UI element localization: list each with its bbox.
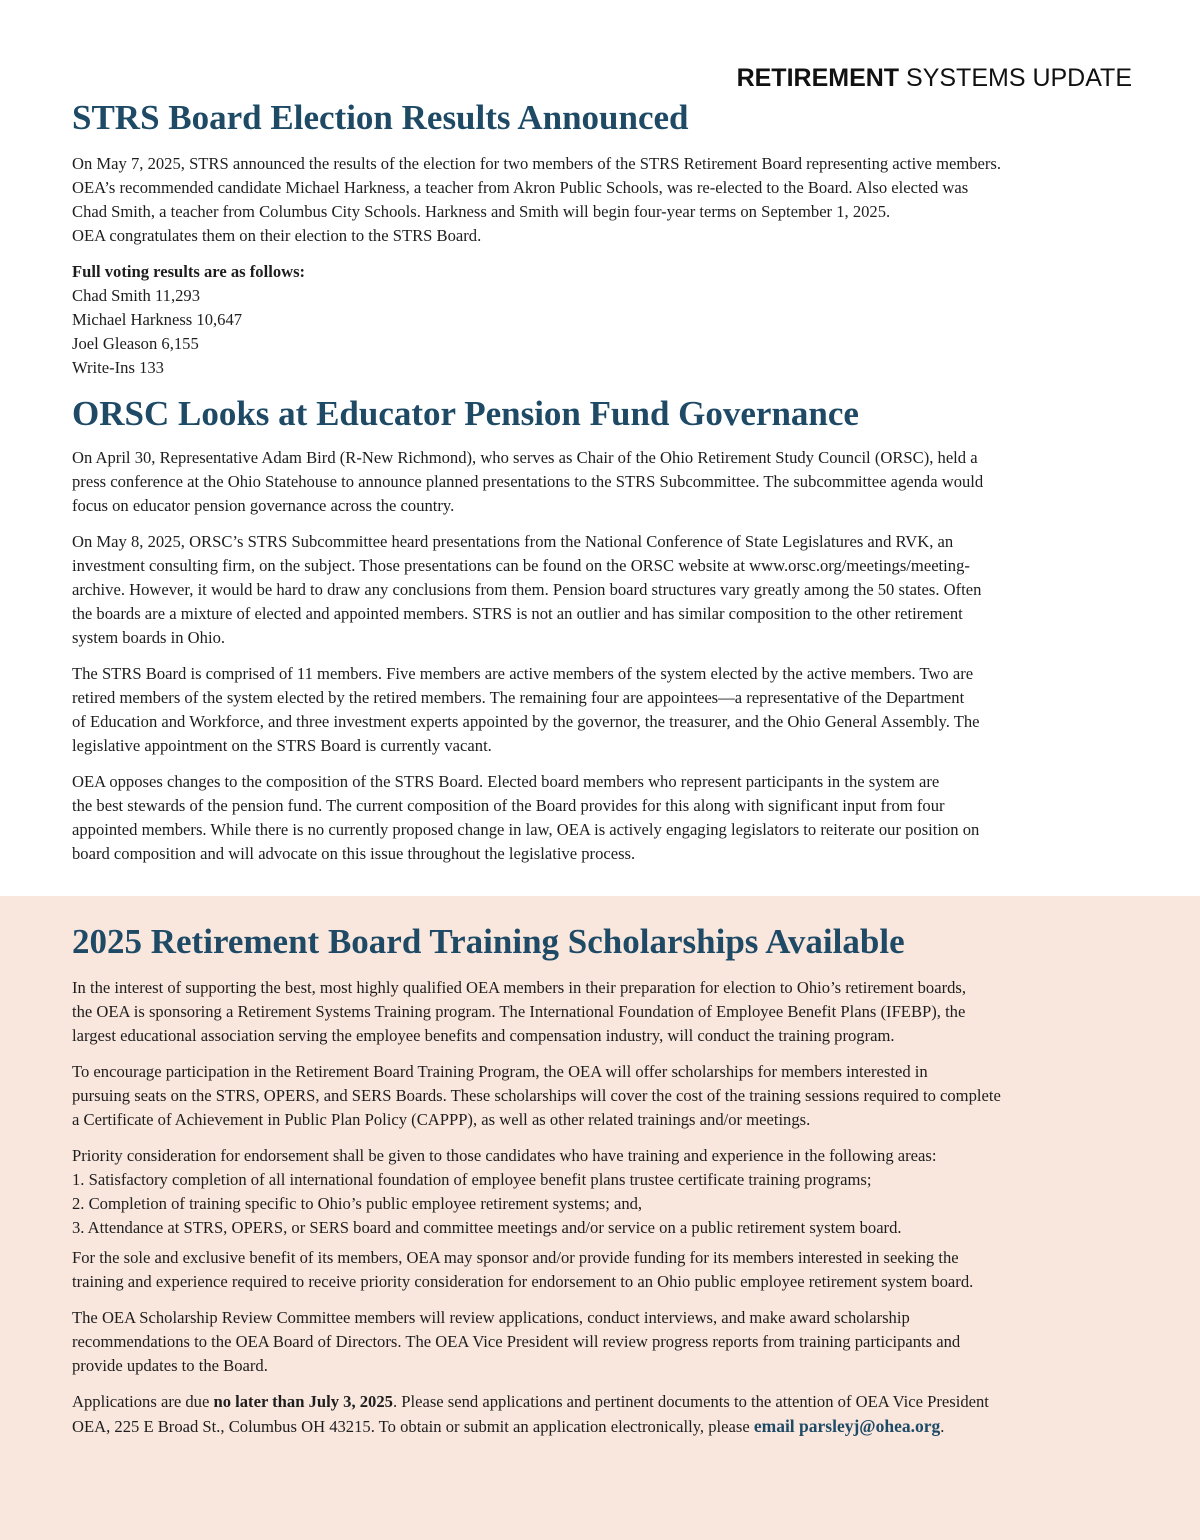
applications-line-2 [72,1414,1132,1439]
text-line: On May 7, 2025, STRS announced the results of the election for two members of the STRS Retirement Board representing active members. [72,154,1002,173]
text-line: The STRS Board is comprised of 11 members. Five members are active members of the system elected by the active members. Two are [72,664,974,683]
priority-intro: Priority consideration for endorsement shall be given to those candidates who have training and experience in the following areas: [72,1146,937,1165]
applications-end: . [940,1417,945,1436]
result-item: Michael Harkness 10,647 [72,310,243,329]
section3-paragraph [72,1060,1132,1132]
text-line: legislative appointment on the STRS Board is currently vacant. [72,736,492,755]
text-line: of Education and Workforce, and three investment experts appointed by the governor, the treasurer, and the Ohio General Assembly. The [72,712,980,731]
section3-title: 2025 Retirement Board Training Scholarships Available [72,922,905,961]
applications-post: . Please send applications and pertinent documents to the attention of OEA Vice President [392,1392,989,1411]
scholarship-section [72,920,1132,1451]
email-link[interactable]: email parsleyj@ohea.org [753,1416,941,1436]
text-line: archive. However, it would be hard to draw any conclusions from them. Pension board structures vary greatly among the 50 states. Often [72,580,982,599]
text-line: the boards are a mixture of elected and appointed members. STRS is not an outlier and has similar composition to the other retirement [72,604,963,623]
text-line: pursuing seats on the STRS, OPERS, and SERS Boards. These scholarships will cover the cost of the training sessions required to complete [72,1086,1001,1105]
upper-content [72,96,1132,878]
applications-pre: Applications are due [72,1392,214,1411]
section2-paragraph [72,446,1132,518]
header-bold: RETIREMENT [736,64,900,92]
applications-deadline: no later than July 3, 2025 [213,1392,393,1411]
results-label: Full voting results are as follows: [72,262,306,281]
priority-item: 3. Attendance at STRS, OPERS, or SERS board and committee meetings and/or service on a public retirement system board. [72,1218,902,1237]
text-line: OEA opposes changes to the composition of the STRS Board. Elected board members who represent participants in the system are [72,772,940,791]
text-line: For the sole and exclusive benefit of its members, OEA may sponsor and/or provide funding for its members interested in seeking the [72,1248,959,1267]
text-line: focus on educator pension governance across the country. [72,496,455,515]
text-line: On April 30, Representative Adam Bird (R-New Richmond), who serves as Chair of the Ohio Retirement Study Council (ORSC), held a [72,448,978,467]
section2-paragraph [72,662,1132,758]
section1-title: STRS Board Election Results Announced [72,98,689,137]
text-line: training and experience required to receive priority consideration for endorsement to an Ohio public employee retirement system board. [72,1272,974,1291]
text-line: a Certificate of Achievement in Public Plan Policy (CAPPP), as well as other related trainings and/or meetings. [72,1110,811,1129]
priority-item: 2. Completion of training specific to Ohio’s public employee retirement systems; and, [72,1194,643,1213]
result-item: Chad Smith 11,293 [72,286,200,305]
result-item: Write-Ins 133 [72,358,164,377]
text-line: investment consulting firm, on the subject. Those presentations can be found on the ORSC website at www.orsc.org/meetings/meeting- [72,556,970,575]
text-line: In the interest of supporting the best, most highly qualified OEA members in their preparation for election to Ohio’s retirement boards, [72,978,967,997]
text-line: Chad Smith, a teacher from Columbus City Schools. Harkness and Smith will begin four-year terms on September 1, 2025. [72,202,891,221]
text-line: the OEA is sponsoring a Retirement Systems Training program. The International Foundation of Employee Benefit Plans (IFEBP), the [72,1002,966,1021]
priority-item: 1. Satisfactory completion of all international foundation of employee benefit plans trustee certificate training programs; [72,1170,872,1189]
text-line: largest educational association serving the employee benefits and compensation industry, will conduct the training program. [72,1026,895,1045]
section2-paragraph [72,530,1132,650]
priority-list [72,1144,1132,1240]
text-line: system boards in Ohio. [72,628,226,647]
section2-title: ORSC Looks at Educator Pension Fund Governance [72,394,859,433]
section3-paragraph [72,1246,1132,1294]
section2-paragraph [72,770,1132,866]
applications-line2-text: OEA, 225 E Broad St., Columbus OH 43215. To obtain or submit an application electronically, please [72,1417,754,1436]
text-line: On May 8, 2025, ORSC’s STRS Subcommittee heard presentations from the National Conference of State Legislatures and RVK, an [72,532,954,551]
result-item: Joel Gleason 6,155 [72,334,199,353]
page-header [737,64,1132,93]
applications-line-1 [72,1390,1132,1414]
text-line: provide updates to the Board. [72,1356,268,1375]
voting-results [72,260,1132,380]
text-line: the best stewards of the pension fund. The current composition of the Board provides for this along with significant input from four [72,796,945,815]
section3-paragraph [72,1306,1132,1378]
applications-paragraph [72,1390,1132,1439]
text-line: board composition and will advocate on this issue throughout the legislative process. [72,844,636,863]
text-line: OEA congratulates them on their election to the STRS Board. [72,226,482,245]
text-line: OEA’s recommended candidate Michael Harkness, a teacher from Akron Public Schools, was re-elected to the Board. Also elected was [72,178,969,197]
text-line: press conference at the Ohio Statehouse to announce planned presentations to the STRS Subcommittee. The subcommittee agenda would [72,472,984,491]
header-rest: SYSTEMS UPDATE [899,64,1132,92]
section3-paragraph [72,976,1132,1048]
text-line: To encourage participation in the Retirement Board Training Program, the OEA will offer scholarships for members interested in [72,1062,928,1081]
text-line: retired members of the system elected by the retired members. The remaining four are appointees—a representative of the Department [72,688,965,707]
text-line: The OEA Scholarship Review Committee members will review applications, conduct interviews, and make award scholarship [72,1308,910,1327]
text-line: recommendations to the OEA Board of Directors. The OEA Vice President will review progress reports from training participants and [72,1332,961,1351]
section1-intro [72,152,1132,248]
text-line: appointed members. While there is no currently proposed change in law, OEA is actively engaging legislators to reiterate our position on [72,820,980,839]
